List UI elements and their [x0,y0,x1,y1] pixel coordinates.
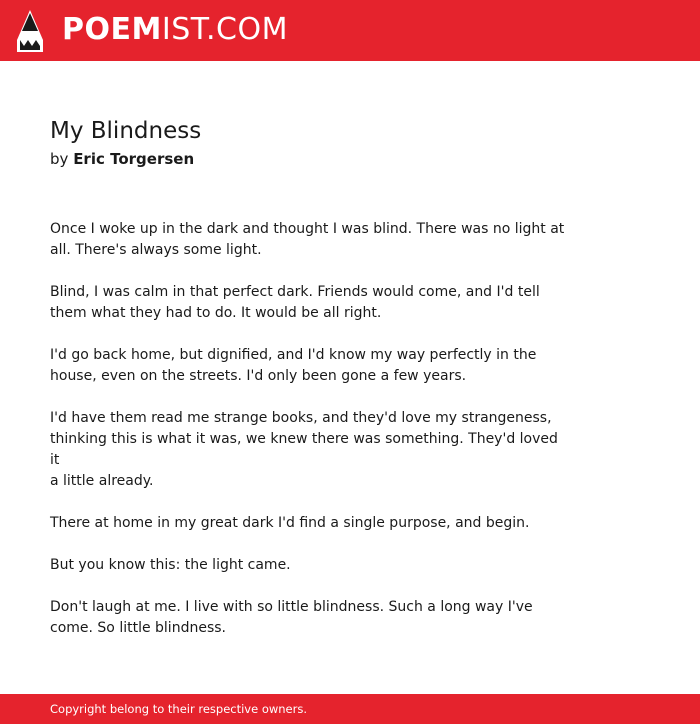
poem-stanza [50,219,570,261]
poem-line: thinking this is what it was, we knew there was something. They'd loved it [50,431,558,468]
poem-line: Don't laugh at me. I live with so little blindness. Such a long way I've [50,599,533,615]
poem-line: a little already. [50,473,154,489]
poem-line: I'd go back home, but dignified, and I'd know my way perfectly in the [50,347,537,363]
site-footer [0,694,700,724]
poem-stanza [50,408,570,492]
poem-byline [50,148,194,170]
poem-author: Eric Torgersen [73,150,195,168]
poem-line: house, even on the streets. I'd only been gone a few years. [50,368,467,384]
logo-text-light: IST.COM [161,12,288,47]
poem-line: Once I woke up in the dark and thought I was blind. There was no light at [50,221,565,237]
poem-line: all. There's always some light. [50,242,262,258]
site-header [0,0,700,61]
poem-stanza [50,345,570,387]
byline-prefix: by [50,150,69,168]
poem-stanza [50,513,570,534]
poem-line: But you know this: the light came. [50,557,291,573]
site-logo[interactable] [62,12,288,48]
poem-title: My Blindness [50,118,202,144]
poem-line: them what they had to do. It would be all right. [50,305,382,321]
poem-line: Blind, I was calm in that perfect dark. Friends would come, and I'd tell [50,284,540,300]
pencil-logo-icon[interactable] [17,10,43,52]
logo-text-bold: POEM [62,12,162,47]
poem-body [50,219,570,660]
poem-stanza [50,597,570,639]
poem-stanza [50,555,570,576]
copyright-notice: Copyright belong to their respective owners. [50,702,308,716]
poem-stanza [50,282,570,324]
poem-line: I'd have them read me strange books, and they'd love my strangeness, [50,410,552,426]
poem-line: There at home in my great dark I'd find a single purpose, and begin. [50,515,530,531]
poem-line: come. So little blindness. [50,620,226,636]
